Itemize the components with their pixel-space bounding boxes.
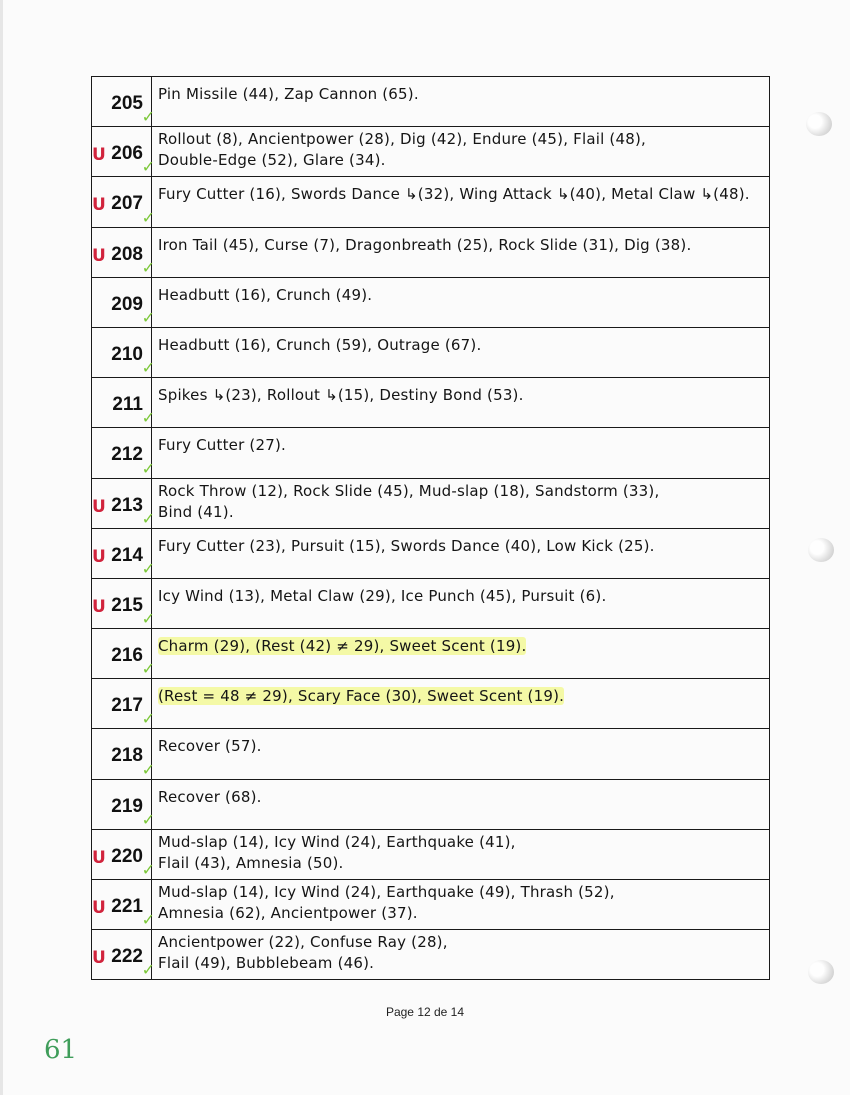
table-row [92,327,770,377]
moves-line-1: Fury Cutter (23), Pursuit (15), Swords Dance (40), Low Kick (25). [158,536,655,555]
table-row [92,378,770,428]
u-mark: U [92,847,106,868]
table-row [92,829,770,879]
pencil-note: 61 [44,1035,78,1065]
moves-line-2: Bind (41). [158,502,234,521]
moves-cell [152,277,770,327]
moves-line-2: Flail (49), Bubblebeam (46). [158,954,375,973]
u-mark: U [92,245,106,266]
pokemon-number: 214 [111,544,143,566]
pokemon-number-cell [92,177,155,227]
highlighted-moves: (Rest = 48 ≠ 29), Scary Face (30), Sweet Scent (19). [158,687,565,706]
moves-cell [152,629,770,679]
check-icon: ✓ [141,358,155,378]
check-icon: ✓ [141,910,155,930]
moves-line-1: Headbutt (16), Crunch (49). [158,285,373,304]
pokemon-number-cell [92,77,155,127]
moves-cell [152,779,770,829]
pokemon-number-cell [92,227,155,277]
pokemon-number: 210 [111,343,143,365]
moves-line-1: Rollout (8), Ancientpower (28), Dig (42), Endure (45), Flail (48), [158,130,646,149]
u-mark: U [92,546,106,567]
moves-line-1: Ancientpower (22), Confuse Ray (28), [158,933,448,952]
u-mark: U [92,898,106,918]
pokemon-number: 211 [112,394,143,416]
highlighted-moves: Charm (29), (Rest (42) ≠ 29), Sweet Scent (19). [158,637,527,656]
moves-line-1: Fury Cutter (16), Swords Dance ↳(32), Wing Attack ↳(40), Metal Claw ↳(48). [158,185,750,204]
check-icon: ✓ [141,508,155,528]
table-row [92,478,770,528]
moves-line-2: Amnesia (62), Ancientpower (37). [158,904,418,922]
pokemon-number: 205 [111,93,143,114]
u-mark: U [92,145,106,166]
moves-cell [152,578,770,628]
table-row [92,77,770,127]
pokemon-number-cell [92,880,155,930]
moves-line-1: Recover (57). [158,737,262,756]
pokemon-number-cell [92,327,155,378]
check-icon: ✓ [141,809,155,829]
punch-hole-bottom [808,960,834,984]
check-icon: ✓ [141,307,155,327]
table-row [92,277,770,327]
check-icon: ✓ [141,659,155,679]
u-mark: U [92,948,106,969]
table-row [92,779,770,829]
table-row [92,127,770,177]
table-row [92,578,770,628]
moves-cell [152,127,770,177]
check-icon: ✓ [141,257,155,277]
move-table-body [92,77,770,980]
table-row [92,679,770,729]
pokemon-number: 208 [111,243,143,265]
pokemon-number-cell [92,629,155,679]
pokemon-number: 220 [111,845,143,867]
pokemon-number: 212 [111,444,143,466]
moves-cell [152,227,770,277]
moves-line-1 [158,687,564,705]
check-icon: ✓ [141,558,155,578]
check-icon: ✓ [141,458,155,478]
table-row [92,729,770,779]
pokemon-number-cell [92,277,155,327]
pokemon-number: 219 [111,795,143,817]
pokemon-number-cell [92,578,155,629]
moves-line-1: Mud-slap (14), Icy Wind (24), Earthquake (49), Thrash (52), [158,883,615,901]
moves-line-2: Double-Edge (52), Glare (34). [158,151,386,170]
table-row [92,177,770,227]
check-icon: ✓ [141,759,155,779]
move-table [91,76,770,980]
moves-cell [152,77,770,127]
moves-line-1: Spikes ↳(23), Rollout ↳(15), Destiny Bond (53). [158,386,524,405]
moves-line-1: Fury Cutter (27). [158,436,286,455]
check-icon: ✓ [141,408,155,428]
pokemon-number: 215 [111,594,143,616]
moves-line-1: Recover (68). [158,787,262,806]
punch-hole-middle [808,538,834,562]
u-mark: U [92,496,106,517]
moves-cell [152,177,770,227]
page-footer: Page 12 de 14 [385,1005,465,1019]
pokemon-number: 222 [111,946,143,968]
u-mark: U [92,596,106,617]
pokemon-number-cell [92,779,155,829]
pokemon-number: 216 [111,645,143,667]
table-row [92,629,770,679]
check-icon: ✓ [141,960,155,980]
check-icon: ✓ [141,609,155,629]
punch-hole-top [806,112,832,136]
moves-cell [152,428,770,478]
moves-line-2: Flail (43), Amnesia (50). [158,853,344,872]
moves-cell [152,729,770,779]
moves-line-1: Pin Missile (44), Zap Cannon (65). [158,85,419,103]
moves-cell [152,930,770,980]
moves-line-1: Rock Throw (12), Rock Slide (45), Mud-slap (18), Sandstorm (33), [158,481,660,500]
u-mark: U [92,195,106,216]
moves-line-1: Headbutt (16), Crunch (59), Outrage (67). [158,335,482,354]
pokemon-number: 207 [111,193,143,215]
moves-line-1 [158,637,526,655]
moves-cell [152,327,770,377]
pokemon-number: 206 [111,143,143,165]
moves-cell [152,478,770,528]
table-row [92,428,770,478]
moves-line-1: Mud-slap (14), Icy Wind (24), Earthquake (41), [158,832,516,851]
pokemon-number-cell [92,428,155,478]
check-icon: ✓ [141,709,155,729]
check-icon: ✓ [141,207,155,227]
pokemon-number: 218 [111,745,143,767]
pokemon-number-cell [92,528,155,578]
pokemon-number: 217 [111,695,143,717]
pokemon-number-cell [92,378,155,428]
table-row [92,528,770,578]
moves-cell [152,829,770,879]
pokemon-number-cell [92,729,155,779]
moves-line-1: Iron Tail (45), Curse (7), Dragonbreath (25), Rock Slide (31), Dig (38). [158,235,692,254]
moves-line-1: Icy Wind (13), Metal Claw (29), Ice Punch (45), Pursuit (6). [158,586,607,605]
moves-cell [152,378,770,428]
table-row [92,227,770,277]
table-row [92,880,770,930]
moves-cell [152,679,770,729]
pokemon-number: 209 [111,293,143,315]
pokemon-number-cell [92,478,155,528]
moves-cell [152,528,770,578]
pokemon-number-cell [92,930,155,980]
pokemon-number-cell [92,679,155,729]
pokemon-number-cell [92,829,155,879]
pokemon-number: 221 [111,896,143,917]
pokemon-number-cell [92,127,155,177]
moves-cell [152,880,770,930]
check-icon: ✓ [141,107,155,127]
table-row [92,930,770,980]
pokemon-number: 213 [111,494,143,516]
check-icon: ✓ [141,860,155,879]
page-edge [0,0,3,1095]
check-icon: ✓ [141,157,155,177]
